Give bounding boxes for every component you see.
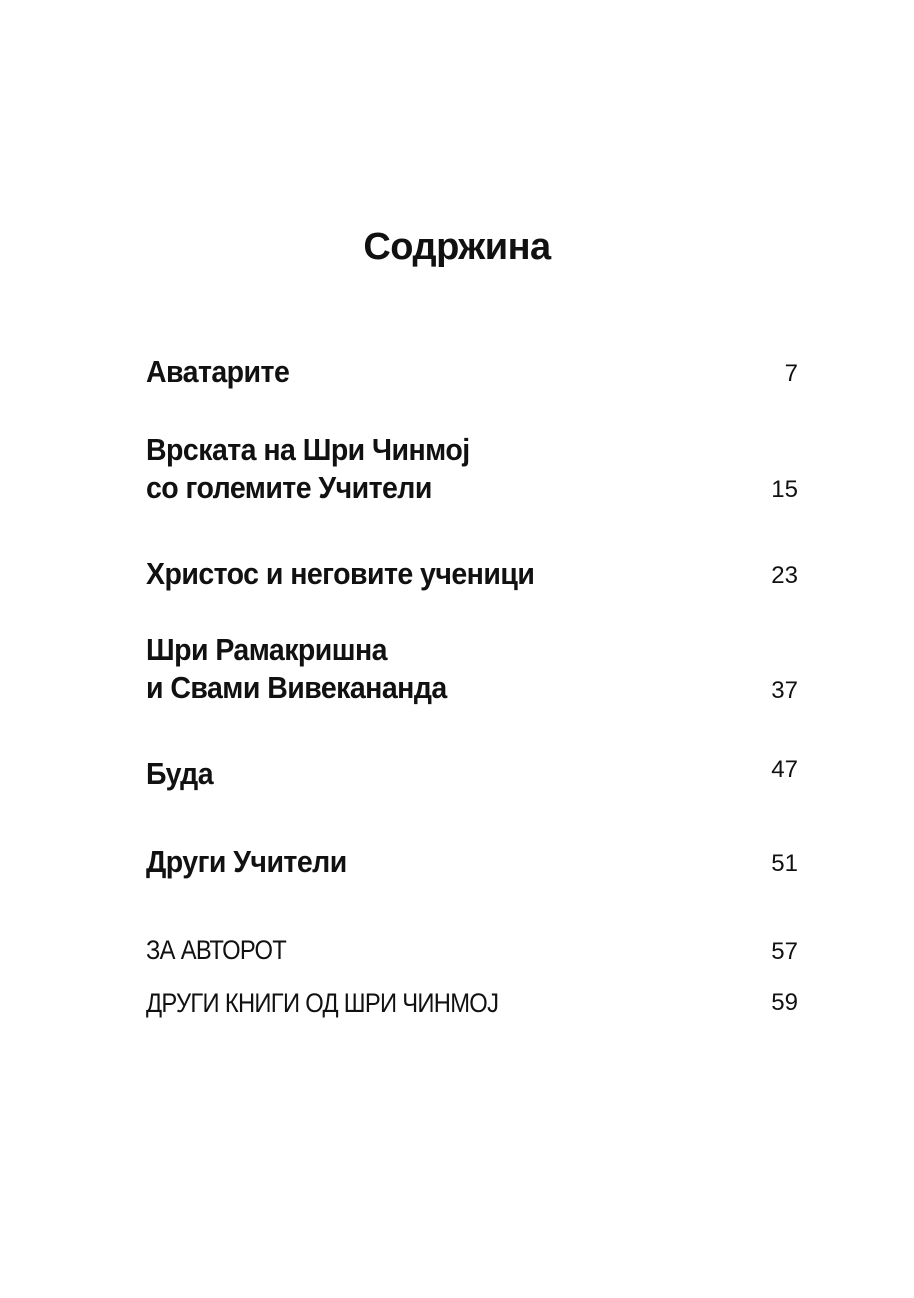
toc-entry-title bbox=[146, 843, 347, 881]
toc-entry-page: 37 bbox=[771, 677, 798, 704]
toc-entry-title-line: Други Учители bbox=[146, 844, 347, 879]
toc-entry-page: 23 bbox=[771, 562, 798, 589]
toc-entry-title bbox=[146, 353, 289, 391]
toc-entry-page: 59 bbox=[771, 989, 798, 1016]
toc-entry-title bbox=[146, 631, 447, 707]
toc-entry-page: 15 bbox=[771, 476, 798, 503]
toc-entry-title bbox=[146, 431, 470, 507]
toc-entry-title bbox=[146, 755, 213, 793]
toc-entry-title-line: со големите Учители bbox=[146, 470, 432, 505]
toc-entry-page: 57 bbox=[771, 938, 798, 965]
toc-entry-title-line: ЗА АВТОРОТ bbox=[146, 935, 287, 965]
toc-entry-title bbox=[146, 984, 498, 1022]
toc-entry-title bbox=[146, 931, 286, 969]
toc-entry-page: 7 bbox=[784, 360, 798, 387]
toc-entry-title-line: Врската на Шри Чинмој bbox=[146, 432, 470, 467]
toc-entry-title bbox=[146, 555, 534, 593]
toc-entry-page: 47 bbox=[771, 756, 798, 783]
toc-entry-title-line: ДРУГИ КНИГИ ОД ШРИ ЧИНМОЈ bbox=[146, 988, 499, 1018]
page-title: Содржина bbox=[363, 226, 551, 268]
toc-entry-title-line: Буда bbox=[146, 756, 214, 791]
toc-entry-title-line: и Свами Вивекананда bbox=[146, 670, 447, 705]
toc-entry-page: 51 bbox=[771, 850, 798, 877]
toc-entry-title-line: Христос и неговите ученици bbox=[146, 556, 535, 591]
toc-entry-title-line: Шри Рамакришна bbox=[146, 632, 387, 667]
toc-entry-title-line: Аватарите bbox=[146, 354, 290, 389]
